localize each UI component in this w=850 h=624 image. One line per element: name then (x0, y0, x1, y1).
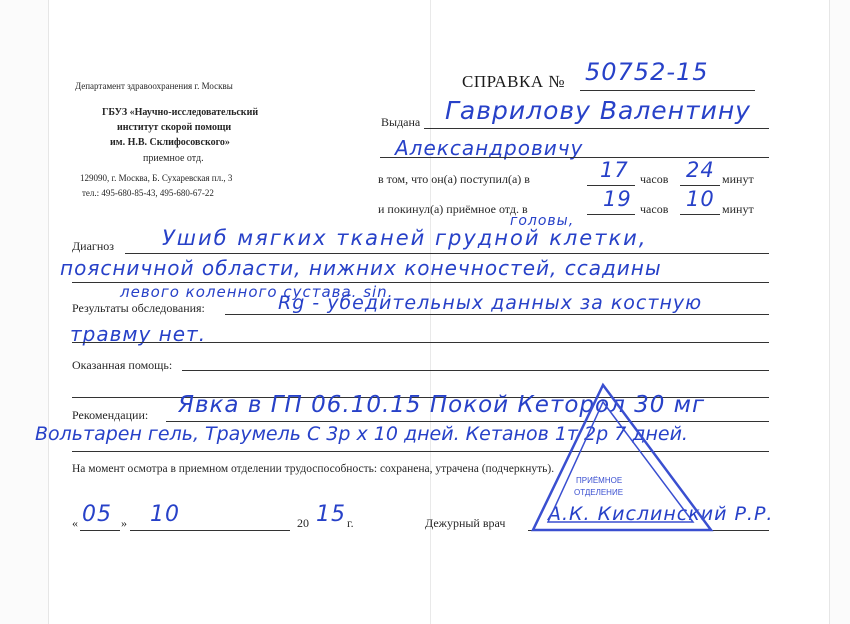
org-address: 129090, г. Москва, Б. Сухаревская пл., 3 (80, 173, 233, 183)
diagnosis-line-2: поясничной области, нижних конечностей, ссадины (60, 256, 662, 280)
date-day-underline (80, 530, 120, 531)
doctor-label: Дежурный врач (425, 516, 506, 530)
date-day: 05 (82, 502, 112, 527)
date-quote-open: « (72, 516, 78, 530)
diagnosis-line-1: Ушиб мягких тканей грудной клетки, (162, 226, 648, 250)
arrived-minutes: 24 (686, 158, 715, 182)
arrived-hours-underline (587, 185, 635, 186)
stamp-outer-triangle (533, 385, 711, 530)
arrived-minutes-underline (680, 185, 720, 186)
recommendations-line-1: Явка в ГП 06.10.15 Покой Кеторол 30 мг (178, 392, 706, 418)
arrived-hours: 17 (600, 158, 629, 182)
left-minutes-label: минут (722, 202, 754, 216)
results-underline-1 (225, 314, 769, 315)
results-underline-2 (72, 342, 769, 343)
stamp-text-line-1: ПРИЁМНОЕ (576, 476, 623, 485)
left-minutes-underline (680, 214, 720, 215)
left-hours-label: часов (640, 202, 669, 216)
number-underline (580, 90, 755, 91)
diagnosis-underline-1 (125, 253, 769, 254)
certificate-number: 50752-15 (585, 58, 709, 86)
arrived-hours-label: часов (640, 172, 669, 186)
results-line-1: Rg - убедительных данных за костную (278, 292, 703, 314)
help-label: Оказанная помощь: (72, 358, 173, 372)
org-line-3: им. Н.В. Склифосовского» (110, 137, 230, 148)
stamp-text-line-2: ОТДЕЛЕНИЕ (574, 488, 624, 497)
left-hours-underline (587, 214, 635, 215)
diagnosis-line-3: левого коленного сустава. sin. (120, 283, 394, 301)
date-quote-close: » (121, 516, 127, 530)
results-label: Результаты обследования: (72, 301, 205, 315)
work-capacity-text: На момент осмотра в приемном отделении трудоспособность: сохранена, утрачена (подчеркнуть). (72, 463, 555, 475)
org-phones: тел.: 495-680-85-43, 495-680-67-22 (82, 188, 214, 198)
arrived-minutes-label: минут (722, 172, 754, 186)
left-text: и покинул(а) приёмное отд. в (378, 202, 528, 216)
patient-name-line-2: Александровичу (395, 136, 584, 160)
department-stamp (528, 380, 718, 545)
department-name: Департамент здравоохранения г. Москвы (75, 81, 233, 91)
certificate-title: СПРАВКА № (462, 72, 566, 91)
date-month: 10 (150, 502, 180, 527)
date-year-prefix: 20 (297, 516, 309, 530)
stamp-inner-triangle (548, 402, 693, 522)
arrived-text: в том, что он(а) поступил(а) в (378, 172, 530, 186)
help-underline-1 (182, 370, 769, 371)
diagnosis-superscript: головы, (510, 213, 575, 229)
recommendations-line-2: Вольтарен гель, Траумель С 3р х 10 дней. Кетанов 1т 2р 7 дней. (35, 423, 688, 445)
left-hours: 19 (603, 187, 632, 211)
left-minutes: 10 (686, 187, 715, 211)
recommendations-label: Рекомендации: (72, 408, 149, 422)
date-year-suffix: 15 (316, 502, 346, 527)
issued-label: Выдана (381, 115, 421, 129)
date-month-underline (130, 530, 290, 531)
doctor-signature: А.К. Кислинский Р.Р. (548, 503, 774, 525)
diagnosis-label: Диагноз (72, 239, 115, 253)
org-line-1: ГБУЗ «Научно-исследовательский (102, 107, 259, 118)
issued-underline-1 (424, 128, 769, 129)
org-line-2: институт скорой помощи (117, 122, 232, 133)
date-year-mark: г. (347, 516, 354, 530)
patient-name-line-1: Гаврилову Валентину (445, 96, 751, 125)
results-line-2: травму нет. (70, 322, 207, 346)
org-line-4: приемное отд. (143, 153, 204, 164)
